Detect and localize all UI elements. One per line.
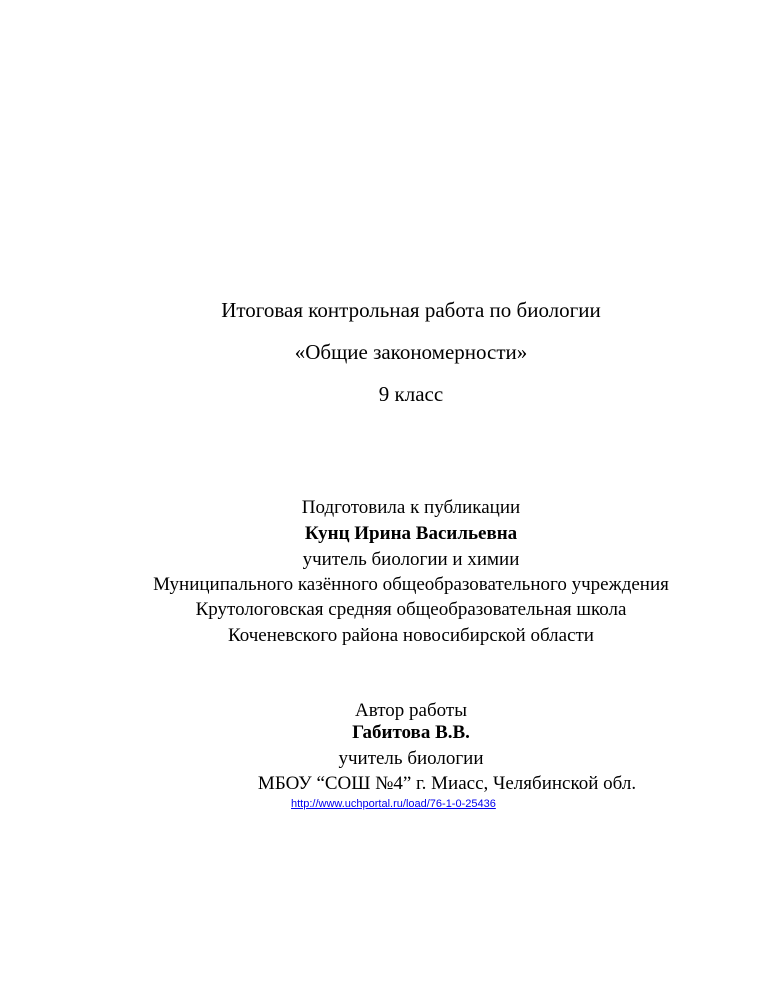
author-position: учитель биологии <box>338 748 484 769</box>
source-link[interactable]: http://www.uchportal.ru/load/76-1-0-25436 <box>291 798 496 810</box>
prepared-label: Подготовила к публикации <box>301 497 521 518</box>
publisher-institution-line1: Муниципального казённого общеобразовательного учреждения <box>153 574 669 595</box>
grade-label: 9 класс <box>378 382 444 406</box>
publisher-position: учитель биологии и химии <box>302 549 520 570</box>
author-label: Автор работы <box>355 700 467 721</box>
author-school: МБОУ “СОШ №4” г. Миасс, Челябинской обл. <box>257 773 637 794</box>
author-name: Габитова В.В. <box>352 722 470 743</box>
document-title: Итоговая контрольная работа по биологии <box>221 298 601 322</box>
publisher-institution-line2: Крутологовская средняя общеобразовательная школа <box>195 599 627 620</box>
document-subtitle: «Общие закономерности» <box>294 340 528 364</box>
publisher-institution-line3: Коченевского района новосибирской области <box>228 625 594 646</box>
publisher-name: Кунц Ирина Васильевна <box>304 523 518 544</box>
